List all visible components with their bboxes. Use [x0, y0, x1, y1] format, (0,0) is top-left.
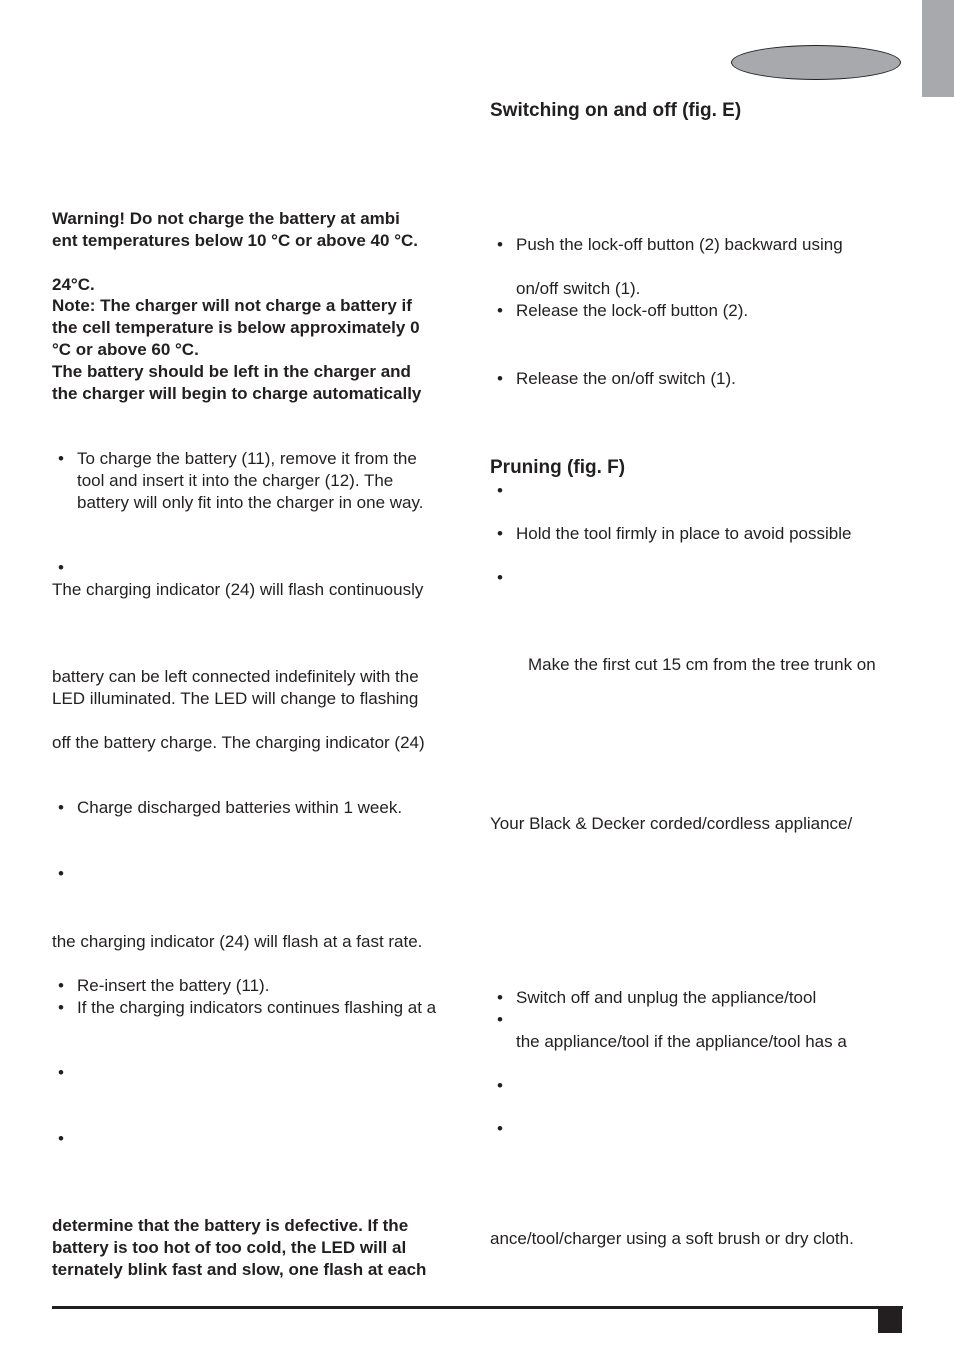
bullet: •: [497, 988, 503, 1007]
push-lockoff-text: Push the lock-off button (2) backward using: [516, 235, 843, 254]
bullet: •: [58, 1129, 64, 1148]
charge-line-1: To charge the battery (11), remove it from the: [77, 449, 417, 468]
bullet: •: [497, 301, 503, 320]
note-line-1: Note: The charger will not charge a battery if: [52, 296, 412, 315]
flash-continuously-text: The charging indicator (24) will flash continuously: [52, 580, 424, 599]
defective-line-3: ternately blink fast and slow, one flash at each: [52, 1260, 427, 1279]
release-lockoff-text: Release the lock-off button (2).: [516, 301, 749, 320]
indefinitely-line-2: LED illuminated. The LED will change to flashing: [52, 689, 419, 708]
battery-charge-text: off the battery charge. The charging indicator (24): [52, 733, 425, 752]
bullet: •: [58, 1063, 64, 1082]
bullet: •: [497, 524, 503, 543]
discharged-batteries-text: Charge discharged batteries within 1 week.: [77, 798, 403, 817]
hold-tool-text: Hold the tool firmly in place to avoid possible: [516, 524, 852, 543]
fast-rate-text: the charging indicator (24) will flash at a fast rate.: [52, 932, 423, 951]
leave-line-1: The battery should be left in the charger and: [52, 362, 411, 381]
bullet: •: [58, 864, 64, 883]
switching-heading: Switching on and off (fig. E): [490, 100, 742, 121]
reinsert-battery-text: Re-insert the battery (11).: [77, 976, 270, 995]
bullet: •: [58, 449, 64, 468]
note-line-2: the cell temperature is below approximately 0: [52, 318, 420, 337]
first-cut-text: Make the first cut 15 cm from the tree trunk on: [528, 655, 876, 674]
bullet: •: [497, 1010, 503, 1029]
bullet: •: [497, 1119, 503, 1138]
warning-line-2: ent temperatures below 10 °C or above 40 °C.: [52, 231, 418, 250]
charge-line-2: tool and insert it into the charger (12). The: [77, 471, 394, 490]
defective-line-1: determine that the battery is defective. If the: [52, 1216, 409, 1235]
bullet: •: [58, 998, 64, 1017]
leave-line-2: the charger will begin to charge automatically: [52, 384, 422, 403]
switch-off-text: Switch off and unplug the appliance/tool: [516, 988, 817, 1007]
bullet: •: [497, 235, 503, 254]
bullet: •: [497, 568, 503, 587]
release-onoff-text: Release the on/off switch (1).: [516, 369, 736, 388]
bullet: •: [497, 369, 503, 388]
bullet: •: [58, 558, 64, 577]
onoff-switch-text: on/off switch (1).: [516, 279, 641, 298]
soft-brush-text: ance/tool/charger using a soft brush or dry cloth.: [490, 1229, 854, 1248]
page-number-box: [878, 1309, 902, 1333]
defective-line-2: battery is too hot of too cold, the LED will al: [52, 1238, 407, 1257]
language-oval-badge: [731, 45, 901, 80]
continues-flashing-text: If the charging indicators continues flashing at a: [77, 998, 437, 1017]
note-line-3: °C or above 60 °C.: [52, 340, 199, 359]
pruning-heading: Pruning (fig. F): [490, 457, 626, 478]
warning-line-1: Warning! Do not charge the battery at ambi: [52, 209, 400, 228]
black-decker-appliance-text: Your Black & Decker corded/cordless appliance/: [490, 814, 853, 833]
charge-line-3: battery will only fit into the charger in one way.: [77, 493, 424, 512]
bullet: •: [58, 798, 64, 817]
temperature-text: 24°C.: [52, 275, 95, 294]
appliance-has-text: the appliance/tool if the appliance/tool has a: [516, 1032, 847, 1051]
bullet: •: [58, 976, 64, 995]
bullet: •: [497, 481, 503, 500]
footer-rule: [52, 1306, 903, 1309]
bullet: •: [497, 1076, 503, 1095]
language-tab-marker: [922, 0, 954, 97]
indefinitely-line-1: battery can be left connected indefinitely with the: [52, 667, 419, 686]
